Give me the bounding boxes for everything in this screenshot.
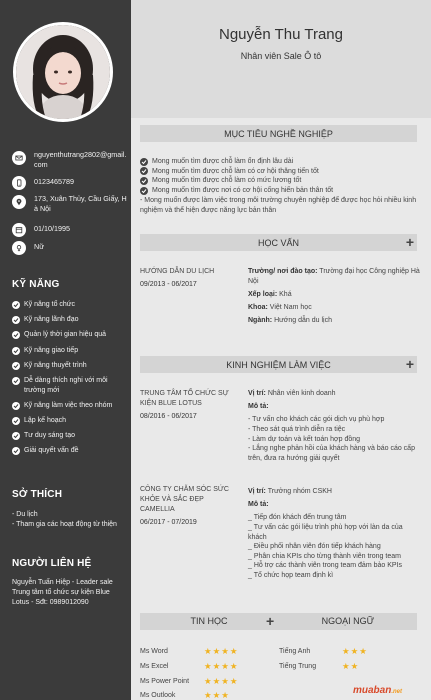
skill-item — [12, 431, 128, 441]
skill-item — [12, 346, 128, 356]
objective-bullet: Mong muốn tìm được chỗ làm có cơ hội thăng tiến tốt — [140, 167, 420, 177]
desc-line: - Làm dự toán và kết toán hợp đồng — [248, 435, 361, 443]
check-icon — [12, 432, 20, 440]
it-skill-name: Ms Word — [140, 648, 168, 655]
avatar-photo-icon — [16, 25, 110, 119]
position-label: Vị trí: — [248, 390, 266, 397]
skill-item — [12, 376, 128, 395]
it-skill-name: Ms Excel — [140, 663, 169, 670]
skill-label: Kỹ năng thuyết trình — [24, 361, 87, 369]
watermark-brand: muaban — [353, 685, 392, 696]
check-icon — [12, 447, 20, 455]
experience-title: KINH NGHIỆM LÀM VIỆC — [226, 359, 331, 370]
contact-birthday — [12, 222, 127, 237]
address-text: 173, Xuân Thủy, Cầu Giấy, Hà Nội — [34, 194, 127, 213]
education-title: HỌC VẤN — [257, 237, 299, 248]
contact-address — [12, 194, 127, 214]
it-skill-rating: ★★★ — [204, 690, 230, 700]
desc-line: - Tư vấn cho khách các gói dịch vụ phù hợp — [248, 416, 385, 424]
objective-bullet: Mong muốn tìm được chỗ làm có mức lương tốt — [140, 176, 420, 186]
skill-label: Quản lý thời gian hiệu quả — [24, 331, 107, 339]
check-icon — [140, 177, 148, 185]
objective-bullet: Mong muốn tìm được chỗ làm ổn định lâu dài — [140, 157, 420, 167]
reference-heading: NGƯỜI LIÊN HỆ — [12, 558, 92, 569]
it-skill-rating: ★★★★ — [204, 661, 239, 671]
education-details — [248, 267, 420, 329]
skill-label: Giải quyết vấn đề — [24, 447, 79, 455]
skill-item — [12, 416, 128, 426]
job-1-left — [140, 389, 240, 422]
major-label: Ngành: — [248, 317, 273, 325]
faculty-label: Khoa: — [248, 303, 268, 311]
skill-item — [12, 300, 128, 310]
phone-icon — [12, 176, 26, 190]
desc-line: _ Tiếp đón khách đến trung tâm — [248, 514, 347, 522]
desc-label: Mô tả: — [248, 501, 269, 509]
objective-title: MỤC TIÊU NGHỀ NGHIỆP — [224, 128, 333, 139]
add-experience-button[interactable]: + — [405, 356, 414, 372]
hobbies-heading: SỞ THÍCH — [12, 489, 63, 500]
position-value: Nhân viên kinh doanh — [267, 390, 336, 397]
check-icon — [12, 331, 20, 339]
contact-phone — [12, 175, 127, 190]
add-it-skill-button[interactable]: + — [266, 613, 275, 629]
email-text: nguyenthutrang2802@gmail.com — [34, 150, 127, 169]
desc-line: _ Tổ chức họp team định kì — [248, 571, 334, 579]
check-icon — [12, 377, 20, 385]
calendar-icon — [12, 223, 26, 237]
job-company: CÔNG TY CHĂM SÓC SỨC KHỎE VÀ SẮC ĐẸP CAMELLIA — [140, 486, 229, 513]
skill-label: Kỹ năng lãnh đạo — [24, 316, 79, 324]
check-icon — [12, 316, 20, 324]
job-period: 08/2016 - 06/2017 — [140, 413, 197, 420]
add-education-button[interactable]: + — [405, 234, 414, 250]
skill-item — [12, 361, 128, 371]
position-label: Vị trí: — [248, 488, 266, 495]
desc-line: - Theo sát quá trình diễn ra tiệc — [248, 425, 346, 433]
it-skill-rating: ★★★★ — [204, 646, 239, 656]
hobby-item: - Tham gia các hoạt động từ thiện — [12, 521, 117, 528]
check-icon — [140, 167, 148, 175]
skill-label: Tư duy sáng tạo — [24, 432, 75, 440]
location-icon — [12, 195, 26, 209]
skill-label: Kỹ năng giao tiếp — [24, 346, 79, 354]
rank-label: Xếp loại: — [248, 290, 278, 298]
desc-line: _ Phân chia KPIs cho từng thành viên trong team — [248, 552, 401, 560]
contact-email — [12, 150, 127, 170]
skills-languages-heading — [140, 613, 417, 630]
objective-bullet: Mong muốn tìm được nơi có cơ hội cống hiến bản thân tốt — [140, 186, 420, 196]
skill-item — [12, 401, 128, 411]
check-icon — [140, 187, 148, 195]
it-skill-name: Ms Power Point — [140, 678, 190, 685]
objective-heading — [140, 125, 417, 142]
job-1-details — [248, 389, 420, 463]
language-name: Tiếng Anh — [279, 648, 311, 655]
language-rating: ★★★ — [342, 646, 368, 656]
check-icon — [140, 158, 148, 166]
education-heading — [140, 234, 417, 251]
email-icon — [12, 151, 26, 165]
gender-icon — [12, 241, 26, 255]
job-2-details — [248, 487, 420, 581]
hobbies-list — [12, 510, 128, 530]
objective-content — [140, 157, 420, 216]
education-left — [140, 267, 240, 290]
experience-heading — [140, 356, 417, 373]
language-name: Tiếng Trung — [279, 663, 317, 670]
skills-list — [12, 300, 128, 461]
skill-label: Lập kế hoạch — [24, 416, 67, 424]
hobby-item: - Du lịch — [12, 511, 38, 518]
job-company: TRUNG TÂM TỔ CHỨC SỰ KIỆN BLUE LOTUS — [140, 390, 229, 407]
birthday-text: 01/10/1995 — [34, 224, 70, 233]
check-icon — [12, 347, 20, 355]
watermark-tld: .net — [391, 689, 403, 695]
skill-item — [12, 330, 128, 340]
avatar — [13, 22, 113, 122]
job-2-left — [140, 485, 240, 528]
job-period: 06/2017 - 07/2019 — [140, 519, 197, 526]
watermark-logo — [353, 685, 402, 696]
desc-line: _ Điều phối nhân viên đón tiếp khách hàng — [248, 543, 381, 551]
rank-value: Khá — [279, 290, 292, 298]
check-icon — [12, 417, 20, 425]
reference-text: Nguyễn Tuấn Hiệp - Leader sale Trung tâm tổ chức sự kiện Blue Lotus - Sđt: 0989012090 — [12, 579, 113, 606]
gender-text: Nữ — [34, 242, 45, 251]
candidate-name: Nguyễn Thu Trang — [219, 26, 343, 43]
desc-label: Mô tả: — [248, 403, 269, 411]
skill-label: Dễ dàng thích nghi với môi trường mới — [24, 376, 108, 394]
desc-line: _ Tư vấn các gói liệu trình phù hợp với làn da của khách — [248, 523, 403, 541]
contact-gender — [12, 240, 127, 255]
check-icon — [12, 301, 20, 309]
skill-item — [12, 446, 128, 456]
sidebar — [0, 0, 131, 700]
skill-item — [12, 315, 128, 325]
school-value: Trường đại học Công nghiệp Hà Nội — [248, 268, 420, 285]
objective-paragraph: - Mong muốn được làm việc trong môi trường chuyên nghiệp để được học hỏi nhiều kinh nghiệm và thể hiện được năng lực bản thân — [140, 197, 417, 214]
languages-title: NGOẠI NGỮ — [321, 616, 375, 626]
skill-label: Kỹ năng làm việc theo nhóm — [24, 401, 113, 409]
it-skill-rating: ★★★★ — [204, 676, 239, 686]
it-skill-name: Ms Outlook — [140, 692, 176, 699]
job-title: Nhân viên Sale Ô tô — [240, 51, 322, 61]
school-label: Trường/ nơi đào tạo: — [248, 268, 318, 275]
skill-label: Kỹ năng tổ chức — [24, 301, 75, 308]
it-skills-title: TIN HỌC — [190, 616, 228, 626]
position-value: Trưởng nhóm CSKH — [267, 488, 332, 495]
faculty-value: Việt Nam học — [269, 303, 312, 311]
phone-text: 0123465789 — [34, 177, 74, 186]
desc-line: - Lắng nghe phản hồi của khách hàng và báo cáo cấp trên, đưa ra hướng giải quyết — [248, 445, 415, 462]
language-rating: ★★ — [342, 661, 360, 671]
check-icon — [12, 362, 20, 370]
skills-heading: KỸ NĂNG — [12, 279, 60, 290]
education-period: 09/2013 - 06/2017 — [140, 281, 197, 288]
major-value: Hướng dẫn du lịch — [274, 317, 332, 325]
desc-line: _ Hỗ trợ các thành viên trong team đảm bảo KPIs — [248, 562, 403, 570]
education-program: HƯỚNG DẪN DU LỊCH — [140, 268, 215, 275]
check-icon — [12, 402, 20, 410]
